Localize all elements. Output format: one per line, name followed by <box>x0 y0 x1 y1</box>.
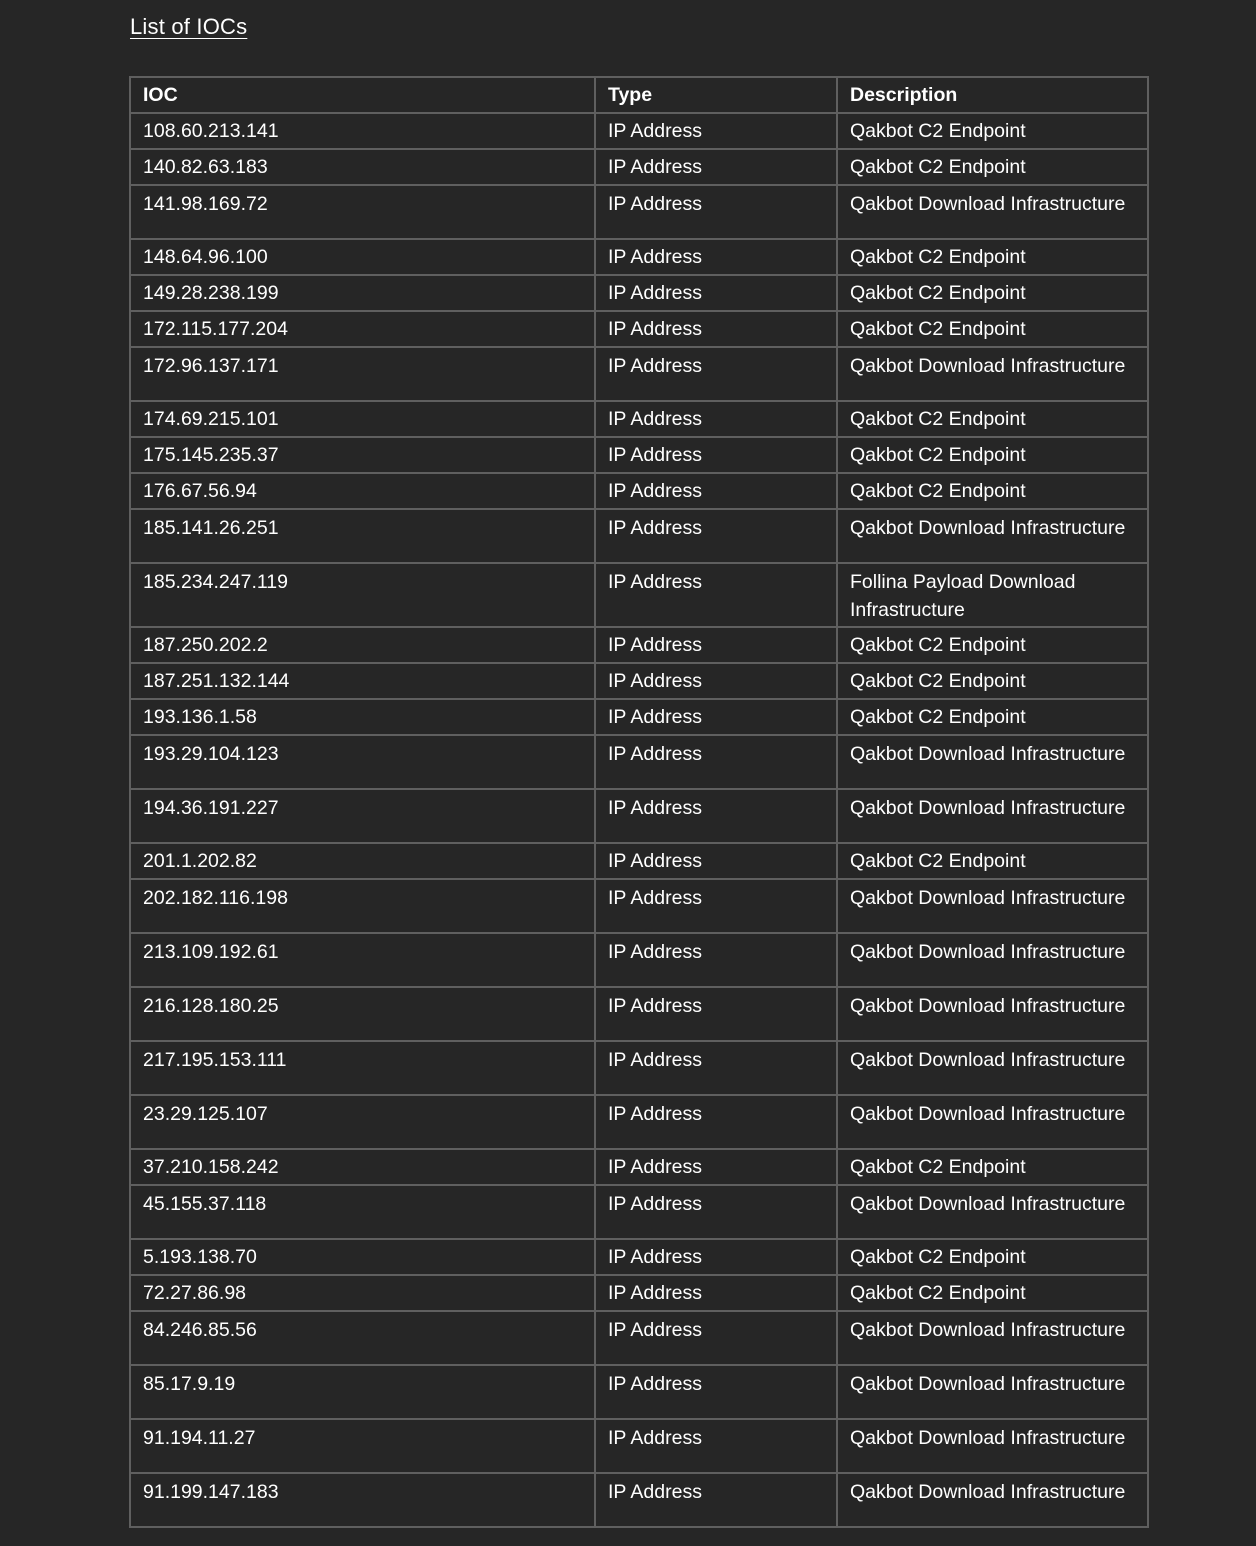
type-cell: IP Address <box>595 185 837 239</box>
ioc-cell: 174.69.215.101 <box>130 401 595 437</box>
table-row <box>130 1419 1148 1473</box>
type-cell: IP Address <box>595 113 837 149</box>
table-row <box>130 735 1148 789</box>
table-row <box>130 563 1148 627</box>
ioc-cell: 37.210.158.242 <box>130 1149 595 1185</box>
table-row <box>130 113 1148 149</box>
table-row <box>130 347 1148 401</box>
table-row <box>130 1185 1148 1239</box>
table-row <box>130 699 1148 735</box>
description-cell: Qakbot C2 Endpoint <box>837 113 1148 149</box>
description-cell: Qakbot Download Infrastructure <box>837 347 1148 401</box>
description-cell: Qakbot Download Infrastructure <box>837 1095 1148 1149</box>
type-cell: IP Address <box>595 1095 837 1149</box>
description-cell: Qakbot Download Infrastructure <box>837 1365 1148 1419</box>
table-row <box>130 509 1148 563</box>
ioc-cell: 141.98.169.72 <box>130 185 595 239</box>
description-cell: Qakbot Download Infrastructure <box>837 1473 1148 1527</box>
type-cell: IP Address <box>595 1365 837 1419</box>
type-cell: IP Address <box>595 879 837 933</box>
table-row <box>130 185 1148 239</box>
ioc-cell: 172.96.137.171 <box>130 347 595 401</box>
ioc-cell: 148.64.96.100 <box>130 239 595 275</box>
table-row <box>130 789 1148 843</box>
description-cell: Qakbot Download Infrastructure <box>837 1041 1148 1095</box>
description-cell: Qakbot C2 Endpoint <box>837 1239 1148 1275</box>
ioc-cell: 108.60.213.141 <box>130 113 595 149</box>
table-row <box>130 663 1148 699</box>
ioc-cell: 201.1.202.82 <box>130 843 595 879</box>
ioc-cell: 84.246.85.56 <box>130 1311 595 1365</box>
description-cell: Qakbot Download Infrastructure <box>837 1185 1148 1239</box>
description-cell: Qakbot Download Infrastructure <box>837 185 1148 239</box>
description-cell: Qakbot Download Infrastructure <box>837 735 1148 789</box>
table-row <box>130 401 1148 437</box>
ioc-cell: 216.128.180.25 <box>130 987 595 1041</box>
description-cell: Qakbot C2 Endpoint <box>837 699 1148 735</box>
table-row <box>130 437 1148 473</box>
table-row <box>130 987 1148 1041</box>
type-cell: IP Address <box>595 1239 837 1275</box>
ioc-cell: 176.67.56.94 <box>130 473 595 509</box>
type-cell: IP Address <box>595 239 837 275</box>
ioc-cell: 45.155.37.118 <box>130 1185 595 1239</box>
type-cell: IP Address <box>595 987 837 1041</box>
ioc-cell: 23.29.125.107 <box>130 1095 595 1149</box>
ioc-cell: 91.199.147.183 <box>130 1473 595 1527</box>
column-header-ioc: IOC <box>130 77 595 113</box>
description-cell: Qakbot Download Infrastructure <box>837 1311 1148 1365</box>
table-row <box>130 275 1148 311</box>
description-cell: Qakbot C2 Endpoint <box>837 311 1148 347</box>
description-cell: Qakbot Download Infrastructure <box>837 987 1148 1041</box>
ioc-cell: 5.193.138.70 <box>130 1239 595 1275</box>
description-cell: Qakbot C2 Endpoint <box>837 1275 1148 1311</box>
description-cell: Qakbot C2 Endpoint <box>837 401 1148 437</box>
table-row <box>130 473 1148 509</box>
type-cell: IP Address <box>595 843 837 879</box>
ioc-cell: 193.29.104.123 <box>130 735 595 789</box>
type-cell: IP Address <box>595 347 837 401</box>
description-cell: Qakbot C2 Endpoint <box>837 473 1148 509</box>
type-cell: IP Address <box>595 789 837 843</box>
ioc-cell: 194.36.191.227 <box>130 789 595 843</box>
type-cell: IP Address <box>595 1473 837 1527</box>
table-row <box>130 1239 1148 1275</box>
table-row <box>130 1149 1148 1185</box>
table-row <box>130 1365 1148 1419</box>
type-cell: IP Address <box>595 509 837 563</box>
description-cell: Qakbot C2 Endpoint <box>837 627 1148 663</box>
type-cell: IP Address <box>595 1275 837 1311</box>
type-cell: IP Address <box>595 1185 837 1239</box>
ioc-cell: 202.182.116.198 <box>130 879 595 933</box>
type-cell: IP Address <box>595 149 837 185</box>
description-cell: Qakbot Download Infrastructure <box>837 1419 1148 1473</box>
type-cell: IP Address <box>595 1419 837 1473</box>
type-cell: IP Address <box>595 437 837 473</box>
type-cell: IP Address <box>595 401 837 437</box>
type-cell: IP Address <box>595 1149 837 1185</box>
ioc-cell: 187.250.202.2 <box>130 627 595 663</box>
table-row <box>130 879 1148 933</box>
table-header-row <box>130 77 1148 113</box>
description-cell: Qakbot C2 Endpoint <box>837 1149 1148 1185</box>
type-cell: IP Address <box>595 735 837 789</box>
table-row <box>130 1311 1148 1365</box>
ioc-cell: 175.145.235.37 <box>130 437 595 473</box>
description-cell: Qakbot C2 Endpoint <box>837 663 1148 699</box>
table-row <box>130 239 1148 275</box>
type-cell: IP Address <box>595 563 837 627</box>
type-cell: IP Address <box>595 627 837 663</box>
table-row <box>130 843 1148 879</box>
table-row <box>130 149 1148 185</box>
ioc-cell: 185.234.247.119 <box>130 563 595 627</box>
type-cell: IP Address <box>595 275 837 311</box>
column-header-description: Description <box>837 77 1148 113</box>
ioc-cell: 91.194.11.27 <box>130 1419 595 1473</box>
table-row <box>130 1275 1148 1311</box>
description-cell: Qakbot Download Infrastructure <box>837 509 1148 563</box>
table-row <box>130 1095 1148 1149</box>
type-cell: IP Address <box>595 1311 837 1365</box>
ioc-cell: 187.251.132.144 <box>130 663 595 699</box>
ioc-table <box>129 76 1149 1528</box>
type-cell: IP Address <box>595 473 837 509</box>
description-cell: Qakbot C2 Endpoint <box>837 149 1148 185</box>
type-cell: IP Address <box>595 1041 837 1095</box>
table-row <box>130 1041 1148 1095</box>
ioc-cell: 149.28.238.199 <box>130 275 595 311</box>
description-cell: Qakbot Download Infrastructure <box>837 789 1148 843</box>
type-cell: IP Address <box>595 663 837 699</box>
ioc-cell: 217.195.153.111 <box>130 1041 595 1095</box>
ioc-cell: 140.82.63.183 <box>130 149 595 185</box>
description-cell: Qakbot C2 Endpoint <box>837 275 1148 311</box>
table-row <box>130 1473 1148 1527</box>
description-cell: Qakbot C2 Endpoint <box>837 437 1148 473</box>
description-cell: Qakbot C2 Endpoint <box>837 843 1148 879</box>
ioc-cell: 185.141.26.251 <box>130 509 595 563</box>
description-cell: Qakbot Download Infrastructure <box>837 933 1148 987</box>
description-cell: Qakbot Download Infrastructure <box>837 879 1148 933</box>
type-cell: IP Address <box>595 699 837 735</box>
table-row <box>130 627 1148 663</box>
type-cell: IP Address <box>595 311 837 347</box>
description-cell: Qakbot C2 Endpoint <box>837 239 1148 275</box>
type-cell: IP Address <box>595 933 837 987</box>
table-row <box>130 311 1148 347</box>
column-header-type: Type <box>595 77 837 113</box>
ioc-cell: 193.136.1.58 <box>130 699 595 735</box>
page-title: List of IOCs <box>130 14 248 39</box>
ioc-cell: 172.115.177.204 <box>130 311 595 347</box>
ioc-cell: 72.27.86.98 <box>130 1275 595 1311</box>
ioc-cell: 85.17.9.19 <box>130 1365 595 1419</box>
description-cell: Follina Payload Download Infrastructure <box>837 563 1148 627</box>
ioc-cell: 213.109.192.61 <box>130 933 595 987</box>
table-row <box>130 933 1148 987</box>
